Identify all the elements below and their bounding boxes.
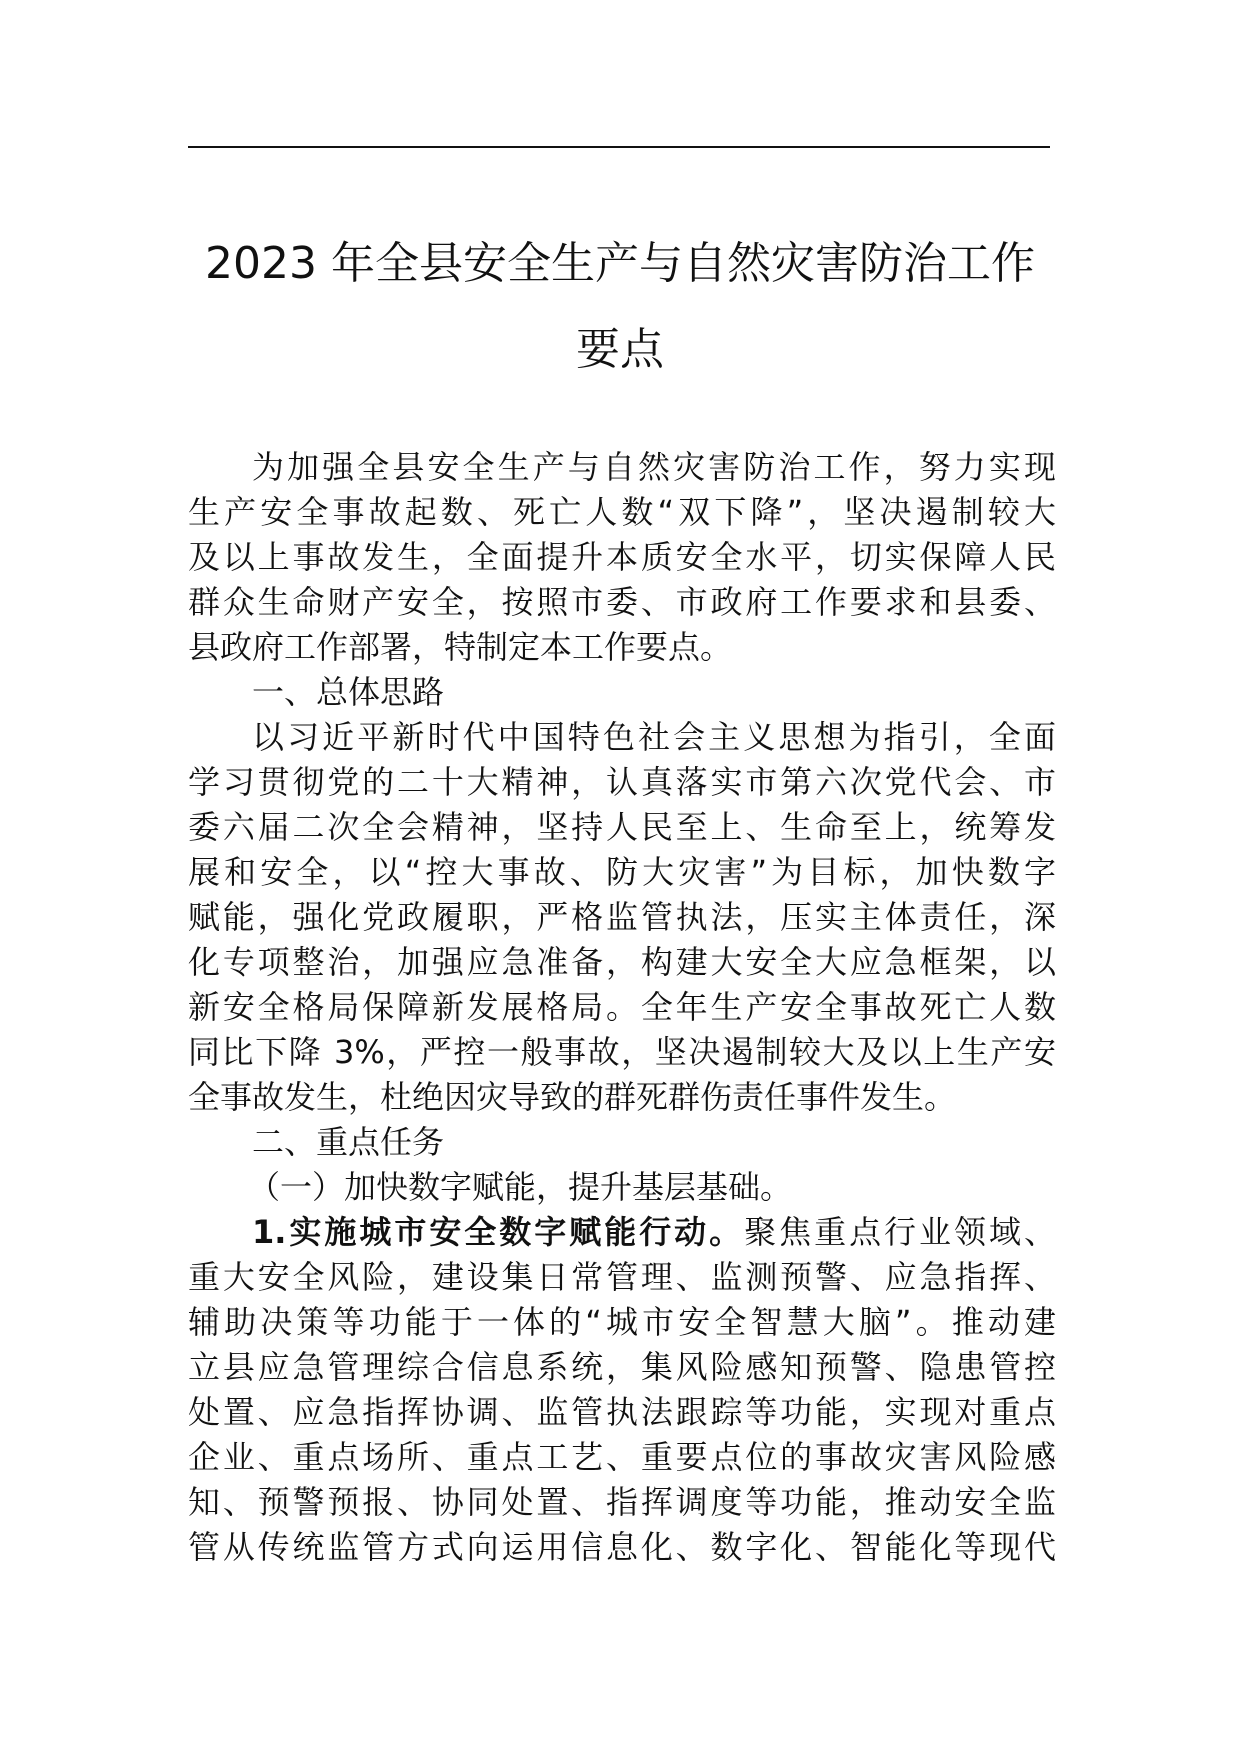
section1-paragraph <box>188 715 1056 1120</box>
intro-line: 及以上事故发生，全面提升本质安全水平，切实保障人民 <box>188 538 1056 576</box>
section1-line: 同比下降 3%，严控一般事故，坚决遏制较大及以上生产安 <box>188 1033 1056 1071</box>
item1-line: 知、预警预报、协同处置、指挥调度等功能，推动安全监 <box>188 1483 1056 1521</box>
intro-line: 为加强全县安全生产与自然灾害防治工作，努力实现 <box>252 448 1056 486</box>
subsection1-heading: （一）加快数字赋能，提升基层基础。 <box>248 1168 793 1206</box>
top-rule <box>188 146 1050 148</box>
document-body <box>188 445 1056 1570</box>
section1-line: 委六届二次全会精神，坚持人民至上、生命至上，统筹发 <box>188 808 1056 846</box>
section1-heading: 一、总体思路 <box>252 673 445 711</box>
section1-line: 全事故发生，杜绝因灾导致的群死群伤责任事件发生。 <box>188 1078 957 1116</box>
item1-line: 辅助决策等功能于一体的“城市安全智慧大脑”。推动建 <box>188 1303 1056 1341</box>
intro-paragraph <box>188 445 1056 670</box>
item1-line: 管从传统监管方式向运用信息化、数字化、智能化等现代 <box>188 1528 1056 1566</box>
item1-first-line-rest: 聚焦重点行业领域、 <box>744 1213 1056 1251</box>
section2-heading: 二、重点任务 <box>252 1123 445 1161</box>
section1-line: 赋能，强化党政履职，严格监管执法，压实主体责任，深 <box>188 898 1056 936</box>
item1-paragraph <box>188 1210 1056 1570</box>
document-title-line1: 2023 年全县安全生产与自然灾害防治工作 <box>205 238 1035 289</box>
section1-line: 化专项整治，加强应急准备，构建大安全大应急框架，以 <box>188 943 1056 981</box>
section1-line: 展和安全，以“控大事故、防大灾害”为目标，加快数字 <box>188 853 1056 891</box>
item1-line: 处置、应急指挥协调、监管执法跟踪等功能，实现对重点 <box>188 1393 1056 1431</box>
intro-line: 群众生命财产安全，按照市委、市政府工作要求和县委、 <box>188 583 1056 621</box>
section1-line: 新安全格局保障新发展格局。全年生产安全事故死亡人数 <box>188 988 1056 1026</box>
intro-line: 生产安全事故起数、死亡人数“双下降”，坚决遏制较大 <box>188 493 1056 531</box>
intro-line: 县政府工作部署，特制定本工作要点。 <box>188 628 733 666</box>
item1-line: 重大安全风险，建设集日常管理、监测预警、应急指挥、 <box>188 1258 1056 1296</box>
item1-line: 企业、重点场所、重点工艺、重要点位的事故灾害风险感 <box>188 1438 1056 1476</box>
item1-lead: 1.实施城市安全数字赋能行动。 <box>252 1213 745 1251</box>
document-title-line2: 要点 <box>576 324 664 375</box>
section1-line: 学习贯彻党的二十大精神，认真落实市第六次党代会、市 <box>188 763 1056 801</box>
item1-line: 立县应急管理综合信息系统，集风险感知预警、隐患管控 <box>188 1348 1056 1386</box>
section1-line: 以习近平新时代中国特色社会主义思想为指引，全面 <box>252 718 1056 756</box>
item1-first-line <box>188 1210 1056 1255</box>
